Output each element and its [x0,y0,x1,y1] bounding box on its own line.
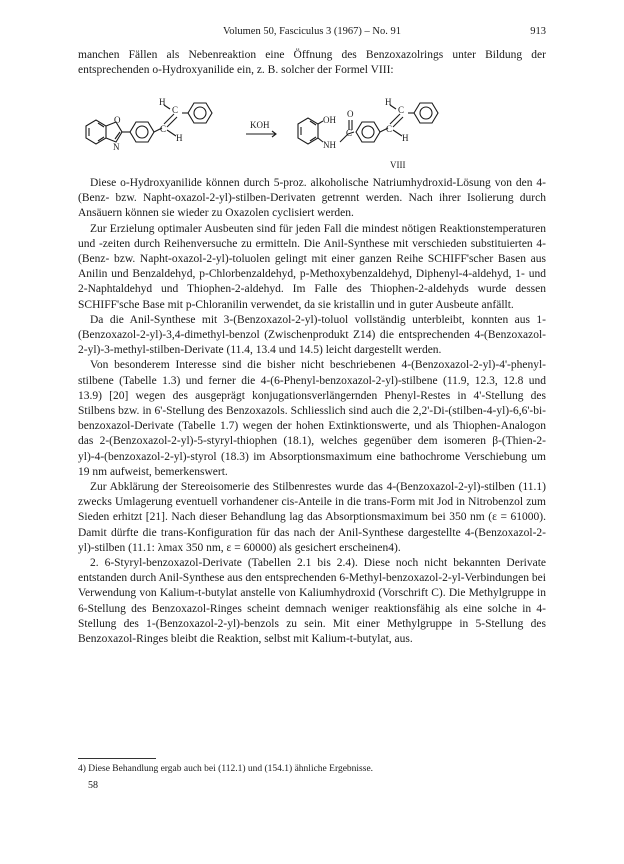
atom-h-bottom-right: H [402,133,409,143]
atom-c-bottom-left: C [160,124,167,134]
atom-c-carbonyl: C [346,128,353,138]
atom-o-carbonyl: O [347,109,354,119]
paragraph: Da die Anil-Synthese mit 3-(Benzoxazol-2-yl)-toluol vollständig unterbleibt, konnten aus 1-(Benzoxazol-2-yl)-3,4-dimethyl-benzol (Zwischenprodukt Z14) die entsprechenden 4-(Benzoxazol-2-yl)-3-methyl-stilben-Derivate (11.4, 13.4 und 14.5) leicht dargestellt werden. [78,313,546,357]
running-head [78,26,546,40]
paragraph: Zur Erzielung optimaler Ausbeuten sind für jeden Fall die mindest nötigen Reaktionstemperaturen und -zeiten durch Reihenversuche zu ermitteln. Die Anil-Synthese mit verschieden substituierten 4-(Benz- bzw. Napht-oxazol-2-yl)-toluolen gelingt mit einer ganzen Reihe SCHIFF'scher Basen aus Anilin und Benzaldehyd, p-Chlorbenzaldehyd, p-Methoxybenzaldehyd, Diphenyl-4-aldehyd, 1- und 2-Naphtaldehyd und Thiophen-2-aldehyd. Im Falle des Thiophen-2-aldehyds wurde dessen SCHIFF'sche Base mit p-Chloranilin verwendet, da sie kristallin und in guter Ausbeute anfällt. [78,222,546,311]
atom-o-left: O [114,115,121,125]
page-number-top: 913 [530,26,546,37]
paragraph: Zur Abklärung der Stereoisomerie des Stilbenrestes wurde das 4-(Benzoxazol-2-yl)-stilben (11.1) zwecks Umlagerung eventuell vorhandener cis-Anteile in die trans-Form mit Jod in Nitrobenzol zum Sieden erhitzt [21]. Nach dieser Behandlung lag das Absorptionsmaximum bei 350 nm (ε = 61000). Damit dürfte die trans-Konfiguration für das nach der Anil-Synthese dargestellte 4-(Benzoxazol-2-yl)-stilben (11.1: λmax 350 nm, ε = 60000) als gesichert erscheinen4). [78,481,546,554]
atom-c-top-right: C [398,105,405,115]
atom-n-left: N [113,142,120,152]
footnote: 4) Diese Behandlung ergab auch bei (112.1) und (154.1) ähnliche Ergebnisse. [78,764,374,774]
paragraph: Diese o-Hydroxyanilide können durch 5-proz. alkoholische Natriumhydroxid-Lösung von den 4-(Benz- bzw. Napht-oxazol-2-yl)-stilben-Derivaten getrennt werden. Nach ihrer Isolierung durch Ansäuern können sie wieder zu Oxazolen cyclisiert werden. [78,177,546,220]
page-number-bottom: 58 [88,780,98,791]
paragraph: 2. 6-Styryl-benzoxazol-Derivate (Tabellen 2.1 bis 2.4). Diese noch nicht bekannten Derivate entstanden durch Anil-Synthese aus den entsprechenden 6-Methyl-benzoxazol-2-yl-Verbindungen bei Verwendung von Kalium-t-butylat anstelle von Kaliumhydroxid (Vorschrift C). Die Methylgruppe in 6-Stellung des Benzoxazol-Ringes scheint demnach weniger reaktionsfähig als eine solche in 4-Stellung des 1-(Benzoxazol-2-yl)-benzols zu sein. Mit einer Methylgruppe in 5-Stellung des Benzoxazol-Ringes bleibt die Reaktion, selbst mit Kalium-t-butylat, aus. [78,557,546,646]
atom-h-top-left: H [159,97,166,107]
atom-h-top-right: H [385,97,392,107]
atom-h-bottom-left: H [176,133,183,143]
phenylene-ring-left [130,122,154,142]
phenylene-ring-right [356,122,380,142]
journal-citation: Volumen 50, Fasciculus 3 (1967) – No. 91 [222,26,401,37]
atom-nh: NH [323,140,336,150]
atom-c-top-left: C [172,105,179,115]
atom-oh: OH [323,115,336,125]
phenyl-ring-left [188,103,212,123]
atom-c-bottom-right: C [386,124,393,134]
paragraph: Von besonderem Interesse sind die bisher nicht beschriebenen 4-(Benzoxazol-2-yl)-4'-phenyl-stilbene (Tabelle 1.3) und ferner die 4-(6-Phenyl-benzoxazol-2-yl)-stilbene (11.9, 12.3, 12.8 und 13.9) [20] wegen des ausgeprägt konjugationsverlängernden Phenyl-Restes in 4'-Stellung des Stilbens bzw. in 6'-Stellung des Benzoxazols. Schliesslich sind auch die 2,2'-Di-(stilben-4-yl)-6,6'-bi-benzoxazol-Derivate (Tabelle 1.7) wegen der hohen Extinktionswerte, und als Thiophen-Analogon das 2-(Benzoxazol-2-yl)-5-styryl-thiophen (18.1), welches gegenüber dem isomeren β-(Thien-2-yl)-4-(benzoxazol-2-yl)-styrol (18.3) im Absorptionsmaximum eine bathochrome Verschiebung um 19 nm aufweist, bemerkenswert. [78,359,546,478]
footnote-divider [78,758,156,759]
intro-paragraph: manchen Fällen als Nebenreaktion eine Öffnung des Benzoxazolrings unter Bildung der entsprechenden o-Hydroxyanilide ein, z. B. solcher der Formel VIII: [78,49,546,76]
reaction-scheme [78,92,546,174]
body-text [78,176,546,647]
formula-number: VIII [390,160,406,170]
reagent-label: KOH [250,120,270,130]
phenyl-ring-right [414,103,438,123]
